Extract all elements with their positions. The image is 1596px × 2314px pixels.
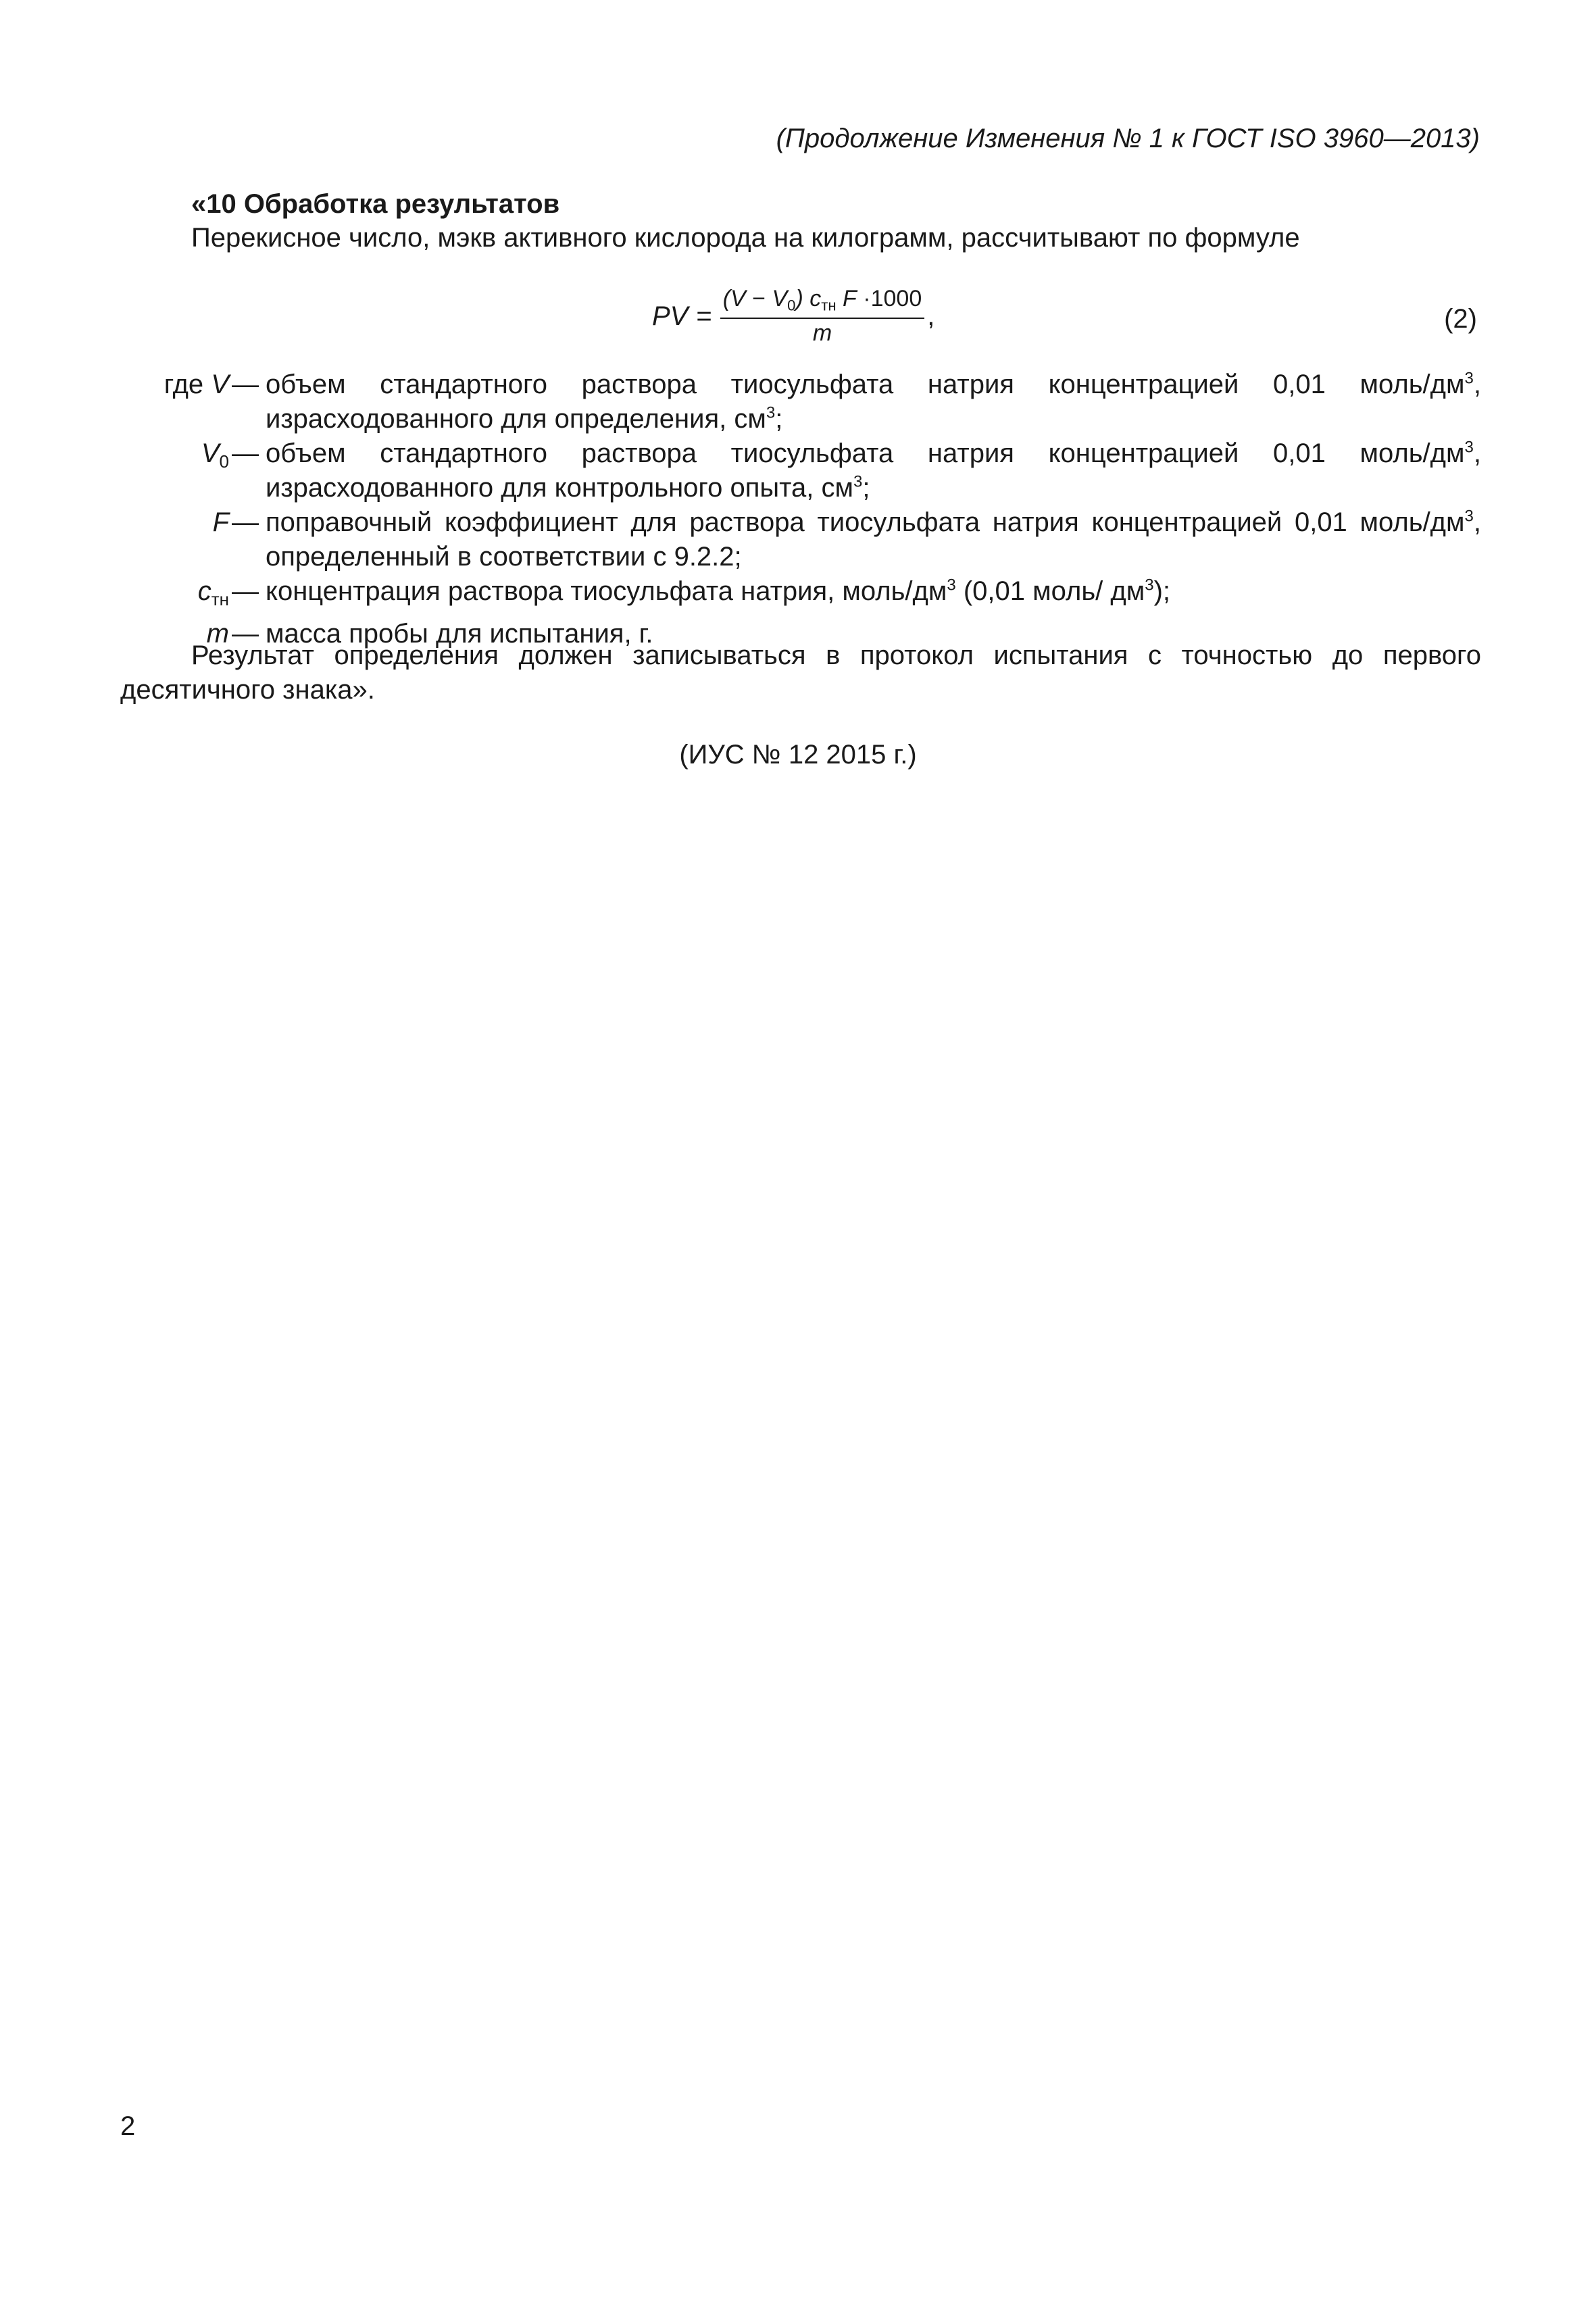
definition-symbol: [120, 574, 232, 617]
num-f: F: [843, 286, 857, 312]
num-v0-sub: 0: [787, 297, 796, 314]
equation-number: (2): [1444, 304, 1477, 334]
symbol-v0-sub: 0: [219, 451, 229, 472]
formula-lhs: PV: [652, 301, 689, 331]
symbol-c-sub: тн: [211, 588, 229, 609]
definition-row: [120, 574, 1481, 617]
num-c: c: [809, 286, 822, 312]
def-m-text-a: масса пробы для испытания, г.: [266, 618, 653, 649]
definition-text: [266, 368, 1481, 436]
source-note: (ИУС № 12 2015 г.): [679, 740, 917, 770]
definition-dash: —: [232, 370, 259, 399]
def-v-sup-b: 3: [766, 403, 776, 422]
def-f-text-a: поправочный коэффициент для раствора тиосульфата натрия концентрацией 0,01 моль/дм: [266, 507, 1465, 537]
def-v-sup-a: 3: [1464, 369, 1474, 388]
def-v0-text-c: ;: [862, 473, 870, 503]
section-title: «10 Обработка результатов: [191, 189, 560, 219]
page-header: (Продолжение Изменения № 1 к ГОСТ ISO 3960—2013): [776, 124, 1480, 153]
def-f-text-b: , определенный в соответствии с 9.2.2;: [266, 507, 1481, 572]
num-open: (: [722, 286, 731, 312]
definition-dash: —: [232, 507, 259, 537]
formula-numerator: [720, 286, 925, 318]
def-c-text-c: );: [1153, 576, 1171, 606]
def-v0-text-b: , израсходованного для контрольного опыта, см: [266, 438, 1481, 503]
where-label: где: [164, 370, 204, 399]
formula-equals: =: [696, 301, 712, 331]
definition-symbol: [120, 368, 232, 436]
def-v-text-a: объем стандартного раствора тиосульфата натрия концентрацией 0,01 моль/дм: [266, 370, 1465, 399]
num-v: V: [730, 286, 746, 312]
definition-text: [266, 574, 1481, 617]
def-v0-sup-b: 3: [853, 472, 863, 491]
num-c-sub: тн: [821, 297, 837, 314]
def-c-sup-a: 3: [947, 576, 956, 595]
intro-paragraph: Перекисное число, мэкв активного кислорода на килограмм, рассчитывают по формуле: [191, 223, 1300, 253]
formula-pv: [652, 282, 934, 350]
num-close: ): [795, 286, 803, 312]
definition-symbol: [120, 436, 232, 505]
formula-comma: ,: [927, 301, 935, 331]
symbol-c: c: [197, 576, 211, 606]
num-tail: ·1000: [863, 286, 922, 312]
def-v-text-b: , израсходованного для определения, см: [266, 370, 1481, 434]
definition-dash: —: [232, 618, 259, 649]
definitions-list: [120, 368, 1481, 651]
definition-dash: —: [232, 576, 259, 606]
def-v0-text-a: объем стандартного раствора тиосульфата натрия концентрацией 0,01 моль/дм: [266, 438, 1465, 468]
definition-row: [120, 505, 1481, 574]
symbol-m: m: [206, 618, 229, 649]
def-v-text-c: ;: [775, 404, 783, 434]
formula-fraction: [720, 286, 925, 347]
definition-row: [120, 368, 1481, 436]
symbol-v: V: [211, 370, 229, 399]
def-f-sup-a: 3: [1464, 507, 1474, 526]
symbol-f: F: [212, 507, 229, 537]
definition-dash: —: [232, 438, 259, 468]
symbol-v0: V: [201, 438, 220, 468]
def-v0-sup-a: 3: [1464, 438, 1474, 457]
def-c-text-a: концентрация раствора тиосульфата натрия, моль/дм: [266, 576, 947, 606]
definition-row: [120, 436, 1481, 505]
num-v0: V: [772, 286, 788, 312]
page-number: 2: [120, 2111, 136, 2141]
def-c-text-b: (0,01 моль/ дм: [955, 576, 1145, 606]
num-minus: −: [745, 286, 772, 312]
definition-text: [266, 505, 1481, 574]
definition-symbol: [120, 505, 232, 574]
result-paragraph: Результат определения должен записываться в протокол испытания с точностью до первого десятичного знака».: [120, 640, 1481, 705]
formula-denominator: m: [812, 320, 832, 346]
definition-text: [266, 436, 1481, 505]
def-c-sup-b: 3: [1145, 576, 1154, 595]
